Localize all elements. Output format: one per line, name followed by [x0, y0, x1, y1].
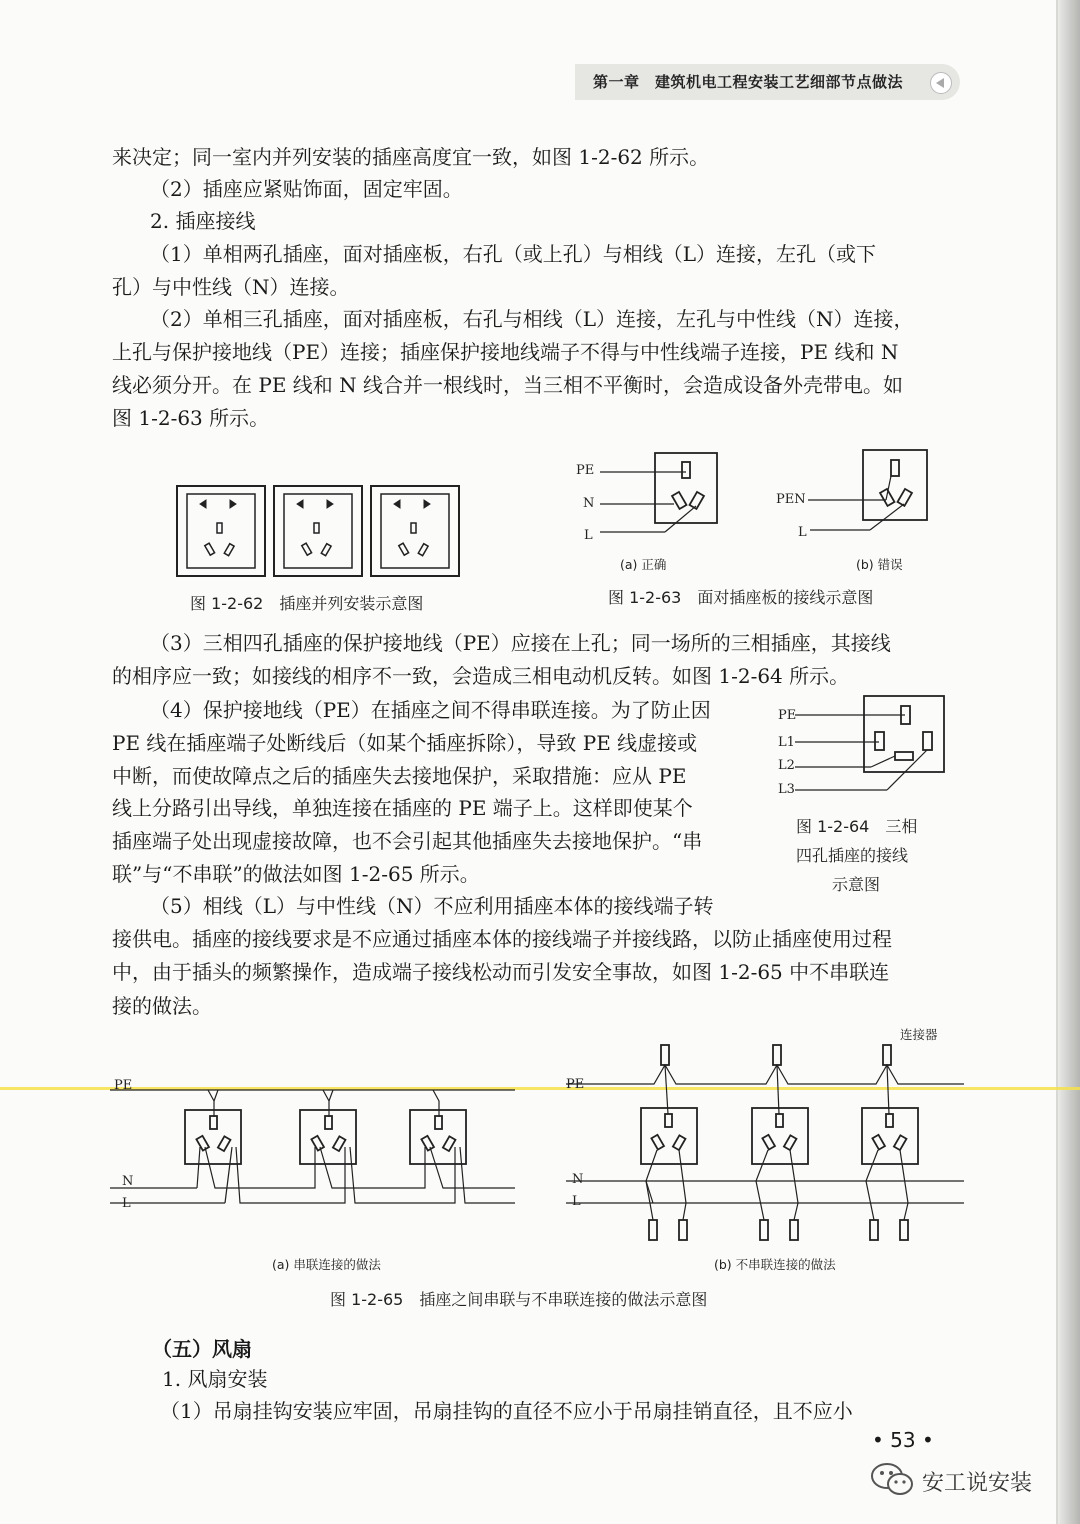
label-n: N: [572, 1172, 584, 1187]
text-line: （4）保护接地线（PE）在插座之间不得串联连接。为了防止因: [150, 698, 711, 722]
figure-caption: 图 1-2-64 三相: [796, 817, 918, 836]
label-l2: L2: [778, 758, 795, 773]
label-n: N: [583, 496, 595, 511]
figure-caption: 图 1-2-63 面对插座板的接线示意图: [608, 588, 874, 607]
subcaption-a: (a) 串联连接的做法: [272, 1257, 381, 1272]
connector-label: 连接器: [900, 1027, 938, 1042]
label-l1: L1: [778, 735, 795, 750]
figure-1-2-64: [795, 690, 955, 800]
text-line: 的相序应一致；如接线的相序不一致，会造成三相电动机反转。如图 1-2-64 所示。: [112, 664, 850, 688]
text-line: 2. 插座接线: [150, 209, 256, 233]
text-line: 联”与“不串联”的做法如图 1-2-65 所示。: [112, 862, 480, 886]
subcaption-b: (b) 错误: [856, 557, 903, 572]
figure-caption: 图 1-2-65 插座之间串联与不串联连接的做法示意图: [330, 1290, 708, 1309]
text-line: 线上分路引出导线，单独连接在插座的 PE 端子上。这样即使某个: [112, 796, 693, 820]
figure-caption: 四孔插座的接线: [796, 846, 909, 865]
figure-caption: 图 1-2-62 插座并列安装示意图: [190, 594, 424, 613]
text-line: 中断，而使故障点之后的插座失去接地保护，采取措施：应从 PE: [112, 764, 687, 788]
chapter-header: [575, 64, 960, 100]
text-line: 线必须分开。在 PE 线和 N 线合并一根线时，当三相不平衡时，会造成设备外壳带电。如: [112, 373, 903, 397]
text-line: 中，由于插头的频繁操作，造成端子接线松动而引发安全事故，如图 1-2-65 中不串联连: [112, 960, 890, 984]
figure-1-2-65b: [566, 1040, 966, 1250]
text-line: 来决定；同一室内并列安装的插座高度宜一致，如图 1-2-62 所示。: [112, 145, 710, 169]
label-l: L: [122, 1196, 131, 1211]
text-line: 上孔与保护接地线（PE）连接；插座保护接地线端子不得与中性线端子连接，PE 线和 N: [112, 340, 899, 364]
label-pen: PEN: [776, 492, 806, 507]
page-number: • 53 •: [872, 1428, 934, 1452]
text-line: （1）单相两孔插座，面对插座板，右孔（或上孔）与相线（L）连接，左孔（或下: [150, 242, 877, 266]
label-n: N: [122, 1174, 134, 1189]
wechat-icon: [870, 1462, 916, 1498]
label-l3: L3: [778, 782, 795, 797]
label-pe: PE: [566, 1077, 585, 1092]
text-line: 插座端子处出现虚接故障，也不会引起其他插座失去接地保护。“串: [112, 829, 703, 853]
watermark: [870, 1460, 1060, 1500]
label-pe: PE: [778, 708, 797, 723]
subcaption-b: (b) 不串联连接的做法: [714, 1257, 836, 1272]
label-pe: PE: [114, 1078, 133, 1093]
label-l: L: [798, 525, 807, 540]
label-pe: PE: [576, 463, 595, 478]
text-line: 1. 风扇安装: [162, 1367, 268, 1391]
section-heading: （五）风扇: [152, 1337, 252, 1361]
watermark-text: 安工说安装: [922, 1471, 1033, 1496]
chapter-title: 第一章 建筑机电工程安装工艺细部节点做法: [593, 73, 904, 91]
text-line: （1）吊扇挂钩安装应牢固，吊扇挂钩的直径不应小于吊扇挂销直径，且不应小: [160, 1399, 853, 1423]
text-line: 接供电。插座的接线要求是不应通过插座本体的接线端子并接线路，以防止插座使用过程: [112, 927, 892, 951]
subcaption-a: (a) 正确: [620, 557, 667, 572]
text-line: 图 1-2-63 所示。: [112, 406, 270, 430]
text-line: PE 线在插座端子处断线后（如某个插座拆除），导致 PE 线虚接或: [112, 731, 698, 755]
label-l: L: [584, 528, 593, 543]
label-l: L: [572, 1194, 581, 1209]
text-line: （5）相线（L）与中性线（N）不应利用插座本体的接线端子转: [150, 894, 714, 918]
figure-1-2-65a: [110, 1075, 520, 1210]
figure-caption: 示意图: [832, 875, 881, 894]
text-line: （3）三相四孔插座的保护接地线（PE）应接在上孔；同一场所的三相插座，其接线: [150, 631, 891, 655]
page-edge: [1058, 0, 1080, 1524]
text-line: 接的做法。: [112, 994, 212, 1018]
text-line: （2）插座应紧贴饰面，固定牢固。: [150, 177, 463, 201]
page-edge-line: [1056, 0, 1058, 1524]
figure-1-2-62: [170, 480, 480, 585]
text-line: （2）单相三孔插座，面对插座板，右孔与相线（L）连接，左孔与中性线（N）连接，: [150, 307, 914, 331]
figure-1-2-63: [570, 448, 950, 548]
text-line: 孔）与中性线（N）连接。: [112, 275, 350, 299]
back-arrow-icon: [930, 72, 952, 94]
